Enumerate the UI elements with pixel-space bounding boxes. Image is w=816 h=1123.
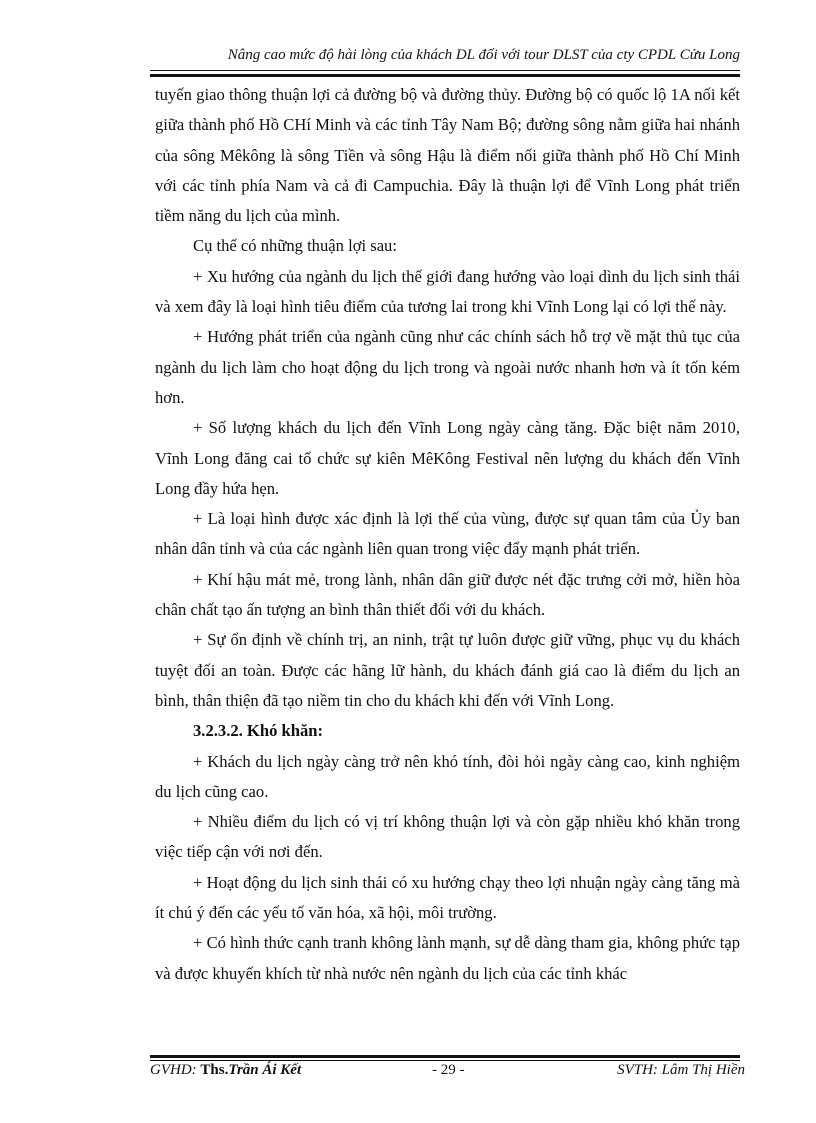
paragraph-difficulty-1: + Khách du lịch ngày càng trở nên khó tính, đòi hỏi ngày càng cao, kinh nghiệm du lịch cũng cao. [155, 751, 740, 801]
page-number: - 29 - [432, 1062, 465, 1078]
footer-student: SVTH: Lâm Thị Hiền [617, 1062, 745, 1078]
header-rule-thick [150, 74, 740, 77]
page-footer [150, 1062, 745, 1084]
paragraph-advantage-4: + Là loại hình được xác định là lợi thế của vùng, được sự quan tâm của Ủy ban nhân dân tỉnh và của các ngành liên quan trong việc đẩy mạnh phát triển. [155, 509, 740, 559]
paragraph-intro-advantages: Cụ thể có những thuận lợi sau: [193, 236, 397, 256]
running-header: Nâng cao mức độ hài lòng của khách DL đối với tour DLST của cty CPDL Cửu Long [227, 47, 740, 63]
footer-advisor [150, 1062, 301, 1079]
advisor-title: Ths. [200, 1062, 229, 1078]
advisor-label: GVHD: [150, 1062, 201, 1078]
footer-rule-thin [150, 1060, 740, 1061]
header-rule-thin [150, 70, 740, 71]
paragraph-difficulty-3: + Hoạt động du lịch sinh thái có xu hướng chạy theo lợi nhuận ngày càng tăng mà ít chú ý đến các yếu tố văn hóa, xã hội, môi trường. [155, 872, 740, 923]
footer-rule-thick [150, 1055, 740, 1058]
paragraph-advantage-5: + Khí hậu mát mẻ, trong lành, nhân dân giữ được nét đặc trưng cởi mở, hiền hòa chân chất tạo ấn tượng an bình thân thiết đối với du khách. [155, 569, 740, 620]
paragraph-difficulty-2: + Nhiều điểm du lịch có vị trí không thuận lợi và còn gặp nhiều khó khăn trong việc tiếp cận với nơi đến. [155, 812, 740, 862]
advisor-title-group [200, 1062, 301, 1078]
paragraph-advantage-3: + Số lượng khách du lịch đến Vĩnh Long ngày càng tăng. Đặc biệt năm 2010, Vĩnh Long đăng cai tổ chức sự kiên MêKông Festival nên lượng du khách đến Vĩnh Long đầy hứa hẹn. [155, 418, 740, 498]
paragraph-advantage-1: + Xu hướng của ngành du lịch thế giới đang hướng vào loại dình du lịch sinh thái và xem đây là loại hình tiêu điểm của tương lai trong khi Vĩnh Long lại có lợi thế này. [155, 266, 740, 317]
paragraph-continuation: tuyến giao thông thuận lợi cả đường bộ và đường thủy. Đường bộ có quốc lộ 1A nối kết giữa thành phố Hồ CHí Minh và các tỉnh Tây Nam Bộ; đường sông nằm giữa hai nhánh của sông Mêkông là sông Tiền và sông Hậu là điểm nối giữa thành phố Hồ Chí Minh với các tỉnh phía Nam và cả đi Campuchia. Đây là thuận lợi để Vĩnh Long phát triển tiềm năng du lịch của mình. [155, 85, 740, 226]
section-heading: 3.2.3.2. Khó khăn: [193, 721, 324, 741]
paragraph-advantage-2: + Hướng phát triển của ngành cũng như các chính sách hỗ trợ về mặt thủ tục của ngành du lịch làm cho hoạt động du lịch trong và ngoài nước nhanh hơn và ít tốn kém hơn. [155, 327, 740, 407]
paragraph-difficulty-4: + Có hình thức cạnh tranh không lành mạnh, sự dễ dàng tham gia, không phức tạp và được khuyến khích từ nhà nước nên ngành du lịch của các tỉnh khác [155, 933, 740, 983]
body-text [155, 80, 740, 989]
advisor-name: Trần Ái Kết [228, 1062, 302, 1078]
paragraph-advantage-6: + Sự ổn định về chính trị, an ninh, trật tự luôn được giữ vững, phục vụ du khách tuyệt đối an toàn. Được các hãng lữ hành, du khách đánh giá cao là điểm du lịch an bình, thân thiện đã tạo niềm tin cho du khách khi đến với Vĩnh Long. [155, 630, 740, 710]
